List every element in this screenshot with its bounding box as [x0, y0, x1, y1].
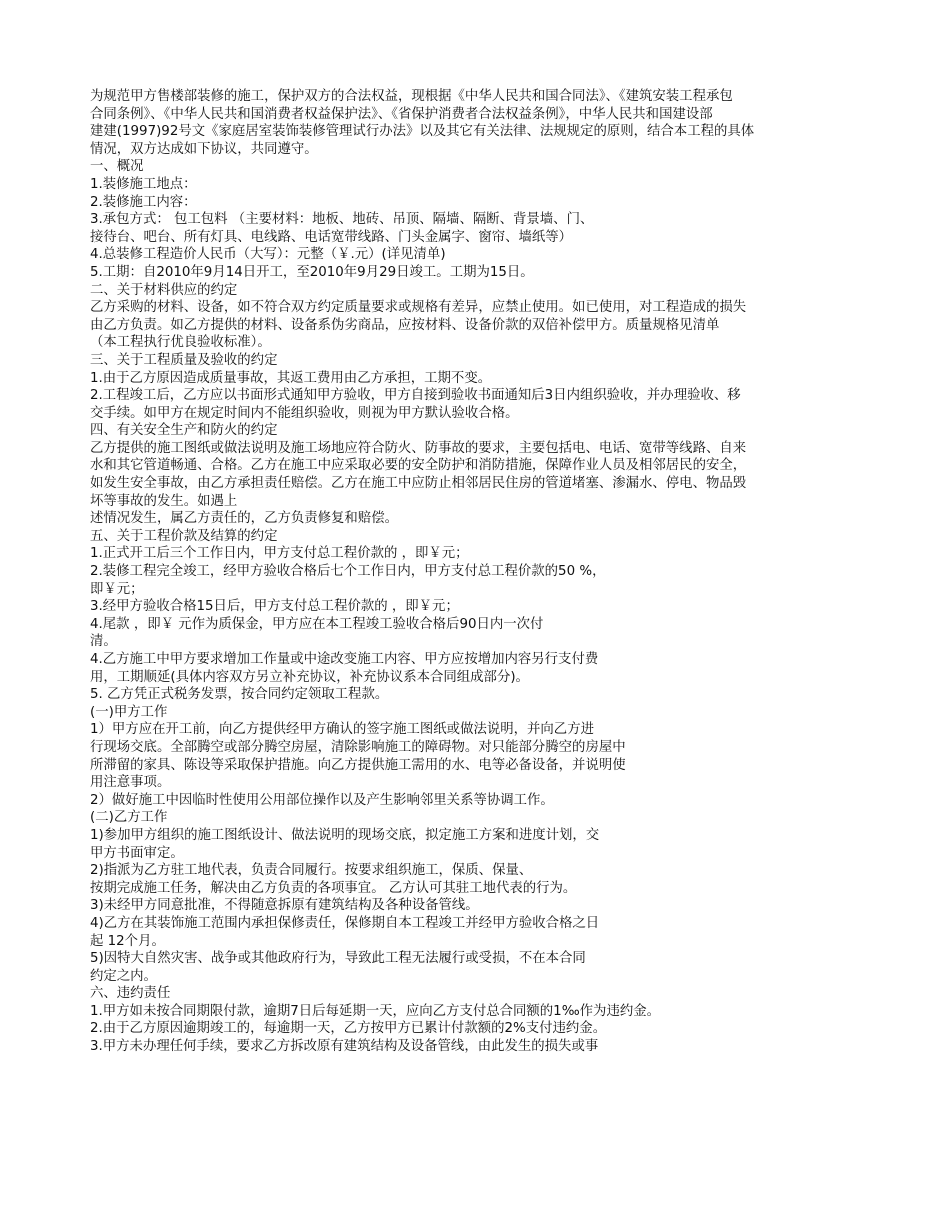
safety-line-1: 乙方提供的施工图纸或做法说明及施工场地应符合防火、防事故的要求，主要包括电、电话、宽带等线路、自来 — [90, 440, 747, 456]
section-heading-overview: 一、概况 — [90, 159, 144, 175]
quality-item-2: 2.工程竣工后，乙方应以书面形式通知甲方验收，甲方自接到验收书面通知后3日内组织验收，并办理验收、移 — [90, 388, 741, 404]
materials-line-2: 由乙方负责。如乙方提供的材料、设备系伪劣商品，应按材料、设备价款的双倍补偿甲方。质量规格见清单 — [90, 317, 720, 333]
party-a-item-1-cont-1: 行现场交底。全部腾空或部分腾空房屋，清除影响施工的障碍物。对只能部分腾空的房屋中 — [90, 739, 626, 755]
intro-line-4: 情况，双方达成如下协议，共同遵守。 — [90, 141, 318, 157]
payment-item-3: 3.经甲方验收合格15日后，甲方支付总工程价款的 ，即￥元； — [90, 599, 459, 615]
party-a-item-2: 2）做好施工中因临时性使用公用部位操作以及产生影响邻里关系等协调工作。 — [90, 792, 554, 808]
overview-item-5: 5.工期：自2010年9月14日开工，至2010年9月29日竣工。工期为15日。 — [90, 264, 534, 280]
overview-item-3-cont: 接待台、吧台、所有灯具、电线路、电话宽带线路、门头金属字、窗帘、墙纸等） — [90, 229, 573, 245]
safety-line-5: 述情况发生，属乙方责任的，乙方负责修复和赔偿。 — [90, 511, 398, 527]
payment-item-4b-cont: 用，工期顺延(具体内容双方另立补充协议，补充协议系本合同组成部分)。 — [90, 669, 529, 685]
subheading-party-b-work: (二)乙方工作 — [90, 810, 168, 826]
payment-item-5: 5. 乙方凭正式税务发票，按合同约定领取工程款。 — [90, 687, 389, 703]
party-a-item-1: 1）甲方应在开工前，向乙方提供经甲方确认的签字施工图纸或做法说明，并向乙方进 — [90, 722, 594, 738]
intro-line-3: 建建(1997)92号文《家庭居室装饰装修管理试行办法》以及其它有关法律、法规规定的原则，结合本工程的具体 — [90, 124, 755, 140]
breach-item-3: 3.甲方未办理任何手续，要求乙方拆改原有建筑结构及设备管线，由此发生的损失或事 — [90, 1039, 599, 1055]
section-heading-quality: 三、关于工程质量及验收的约定 — [90, 352, 278, 368]
safety-line-2: 水和其它管道畅通、合格。乙方在施工中应采取必要的安全防护和消防措施，保障作业人员及相邻居民的安全， — [90, 458, 747, 474]
party-b-item-5: 5)因特大自然灾害、战争或其他政府行为，导致此工程无法履行或受损，不在本合同 — [90, 951, 586, 967]
intro-line-1: 为规范甲方售楼部装修的施工，保护双方的合法权益，现根据《中华人民共和国合同法》、《建筑安装工程承包 — [90, 89, 733, 104]
section-heading-materials: 二、关于材料供应的约定 — [90, 282, 238, 298]
intro-line-2: 合同条例》、《中华人民共和国消费者权益保护法》、《省保护消费者合法权益条例》，中华人民共和国建设部 — [90, 106, 713, 122]
party-b-item-4: 4)乙方在其装饰施工范围内承担保修责任，保修期自本工程竣工并经甲方验收合格之日 — [90, 915, 600, 931]
party-a-item-1-cont-2: 所滞留的家具、陈设等采取保护措施。向乙方提供施工需用的水、电等必备设备，并说明使 — [90, 757, 626, 773]
party-b-item-1: 1)参加甲方组织的施工图纸设计、做法说明的现场交底，拟定施工方案和进度计划，交 — [90, 827, 600, 843]
payment-item-4-cont: 清。 — [90, 634, 117, 650]
overview-item-1: 1.装修施工地点： — [90, 176, 197, 192]
party-b-item-2-cont: 按期完成施工任务，解决由乙方负责的各项事宜。 乙方认可其驻工地代表的行为。 — [90, 880, 577, 896]
materials-line-1: 乙方采购的材料、设备，如不符合双方约定质量要求或规格有差异，应禁止使用。如已使用，对工程造成的损失 — [90, 300, 747, 316]
quality-item-1: 1.由于乙方原因造成质量事故，其返工费用由乙方承担，工期不变。 — [90, 370, 492, 386]
safety-line-3: 如发生安全事故，由乙方承担责任赔偿。乙方在施工中应防止相邻居民住房的管道堵塞、渗漏水、停电、物品毁 — [90, 476, 747, 492]
breach-item-2: 2.由于乙方原因逾期竣工的，每逾期一天，乙方按甲方已累计付款额的2%支付违约金。 — [90, 1021, 607, 1037]
party-a-item-1-cont-3: 用注意事项。 — [90, 775, 171, 791]
section-heading-payment: 五、关于工程价款及结算的约定 — [90, 528, 278, 544]
party-b-item-1-cont: 甲方书面审定。 — [90, 845, 184, 861]
payment-item-4b: 4.乙方施工中甲方要求增加工作量或中途改变施工内容、甲方应按增加内容另行支付费 — [90, 652, 599, 667]
party-b-item-3: 3)未经甲方同意批准，不得随意拆原有建筑结构及各种设备管线。 — [90, 898, 479, 914]
payment-item-4: 4.尾款 ，即￥ 元作为质保金，甲方应在本工程竣工验收合格后90日内一次付 — [90, 616, 544, 632]
section-heading-safety: 四、有关安全生产和防火的约定 — [90, 423, 278, 439]
party-b-item-2: 2)指派为乙方驻工地代表，负责合同履行。按要求组织施工，保质、保量、 — [90, 863, 533, 879]
subheading-party-a-work: (一)甲方工作 — [90, 704, 168, 720]
overview-item-2: 2.装修施工内容： — [90, 194, 197, 210]
materials-line-3: （本工程执行优良验收标准）。 — [90, 335, 271, 351]
quality-item-2-cont: 交手续。如甲方在规定时间内不能组织验收，则视为甲方默认验收合格。 — [90, 405, 519, 421]
contract-document — [90, 88, 870, 1056]
party-b-item-5-cont: 约定之内。 — [90, 968, 157, 984]
payment-item-2: 2.装修工程完全竣工，经甲方验收合格后七个工作日内，甲方支付总工程价款的50 %， — [90, 564, 606, 580]
party-b-item-4-cont: 起 12个月。 — [90, 933, 165, 949]
safety-line-4: 坏等事故的发生。如遇上 — [90, 493, 238, 509]
overview-item-4: 4.总装修工程造价人民币（大写）：元整（￥.元）(详见清单) — [90, 247, 446, 263]
breach-item-1: 1.甲方如未按合同期限付款，逾期7日后每延期一天，应向乙方支付总合同额的1‰作为违约金。 — [90, 1003, 661, 1019]
payment-item-2-cont: 即￥元； — [90, 581, 144, 597]
overview-item-3: 3.承包方式： 包工包料 （主要材料：地板、地砖、吊顶、隔墙、隔断、背景墙、门、 — [90, 212, 594, 228]
section-heading-breach: 六、违约责任 — [90, 986, 171, 1002]
payment-item-1: 1.正式开工后三个工作日内，甲方支付总工程价款的 ，即￥元； — [90, 546, 469, 562]
